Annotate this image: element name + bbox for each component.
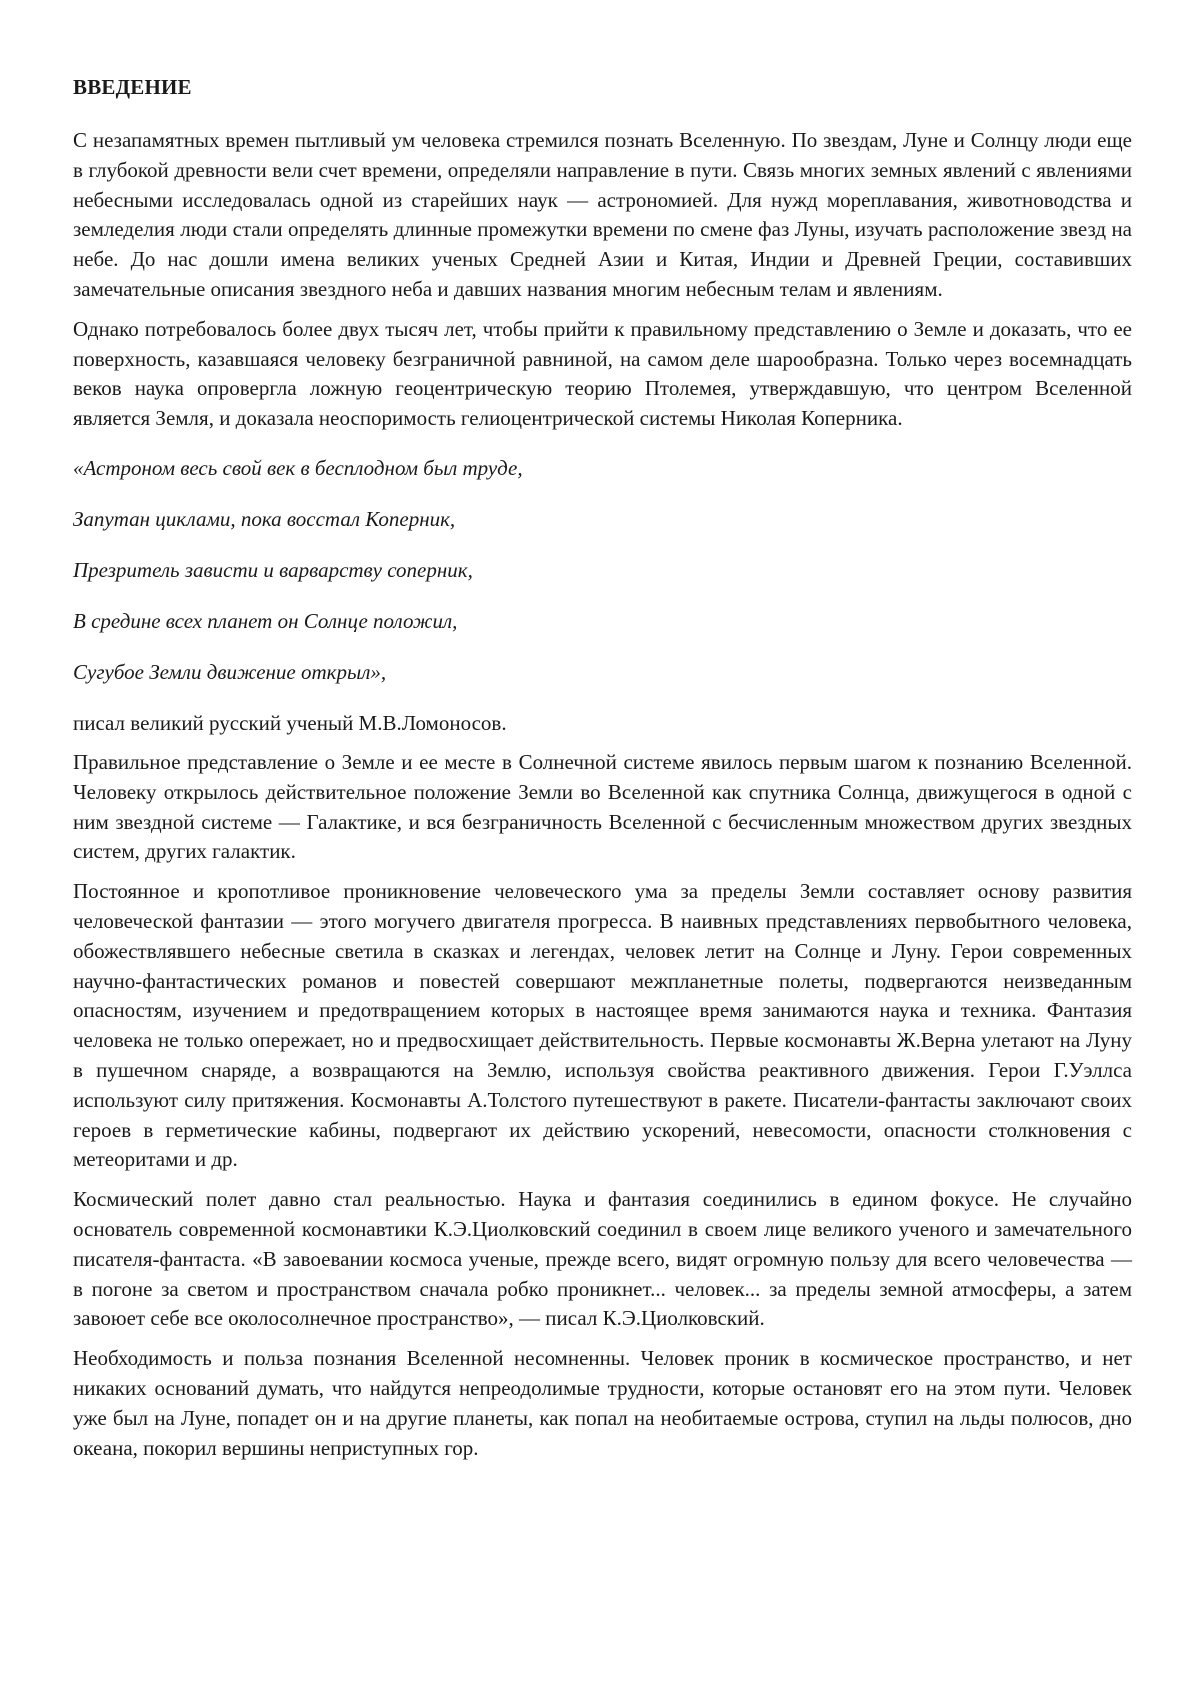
poem-line: Запутан циклами, пока восстал Коперник, [73,506,456,531]
poem-line: «Астроном весь свой век в бесплодном был труде, [73,455,523,480]
poem-quote [73,454,1132,687]
poem-line: В средине всех планет он Солнце положил, [73,608,458,633]
poem-line: Сугубое Земли движение открыл», [73,659,387,684]
paragraph-5: Космический полет давно стал реальностью. Наука и фантазия соединились в едином фокусе. Не случайно основатель современной космонавтики К.Э.Циолковский соединил в своем лице великого ученого и замечательного писателя-фантаста. «В завоевании космоса ученые, прежде всего, видят огромную пользу для всего человечества — в погоне за светом и пространством сначала робко проникнет... человек... за пределы земной атмосферы, а затем завоюет себе все околосолнечное пространство», — писал К.Э.Циолковский. [73,1187,1132,1331]
paragraph-3: Правильное представление о Земле и ее месте в Солнечной системе явилось первым шагом к познанию Вселенной. Человеку открылось действительное положение Земли во Вселенной как спутника Солнца, движущегося в одной с ним звездной системе — Галактике, и вся безграничность Вселенной с бесчисленным множеством других звездных систем, других галактик. [73,749,1132,864]
paragraph-2: Однако потребовалось более двух тысяч лет, чтобы прийти к правильному представлению о Земле и доказать, что ее поверхность, казавшаяся человеку безграничной равниной, на самом деле шарообразна. Только через восемнадцать веков наука опровергла ложную геоцентрическую теорию Птолемея, утверждавшую, что центром Вселенной является Земля, и доказала неоспоримость гелиоцентрической системы Николая Коперника. [73,316,1132,431]
paragraph-6: Необходимость и польза познания Вселенной несомненны. Человек проник в космическое пространство, и нет никаких оснований думать, что найдутся непреодолимые трудности, которые остановят его на этом пути. Человек уже был на Луне, попадет он и на другие планеты, как попал на необитаемые острова, ступил на льды полюсов, дно океана, покорил вершины неприступных гор. [73,1346,1132,1460]
poem-line: Презритель зависти и варварству соперник, [73,557,473,582]
paragraph-1: С незапамятных времен пытливый ум человека стремился познать Вселенную. По звездам, Луне и Солнцу люди еще в глубокой древности вели счет времени, определяли направление в пути. Связь многих земных явлений с явлениями небесными исследовалась одной из старейших наук — астрономией. Для нужд мореплавания, животноводства и земледелия люди стали определять длинные промежутки времени по смене фаз Луны, изучать расположение звезд на небе. До нас дошли имена великих ученых Средней Азии и Китая, Индии и Древней Греции, составивших замечательные описания звездного неба и давших названия многим небесным телам и явлениям. [73,128,1132,301]
paragraph-4: Постоянное и кропотливое проникновение человеческого ума за пределы Земли составляет основу развития человеческой фантазии — этого могучего двигателя прогресса. В наивных представлениях первобытного человека, обожествлявшего небесные светила в сказках и легендах, человек летит на Солнце и Луну. Герои современных научно-фантастических романов и повестей совершают межпланетные полеты, подвергаются неизведанным опасностям, изучением и предотвращением которых в настоящее время занимаются наука и техника. Фантазия человека не только опережает, но и предвосхищает действительность. Первые космонавты Ж.Верна улетают на Луну в пушечном снаряде, а возвращаются на Землю, используя свойства реактивного движения. Герои Г.Уэллса используют силу притяжения. Космонавты А.Толстого путешествуют в ракете. Писатели-фантасты заключают своих героев в герметические кабины, подвергают их действию ускорений, невесомости, опасности столкновения с метеоритами и др. [73,879,1132,1172]
document-heading: ВВЕДЕНИЕ [73,75,192,99]
poem-attribution: писал великий русский ученый М.В.Ломоносов. [73,710,507,735]
